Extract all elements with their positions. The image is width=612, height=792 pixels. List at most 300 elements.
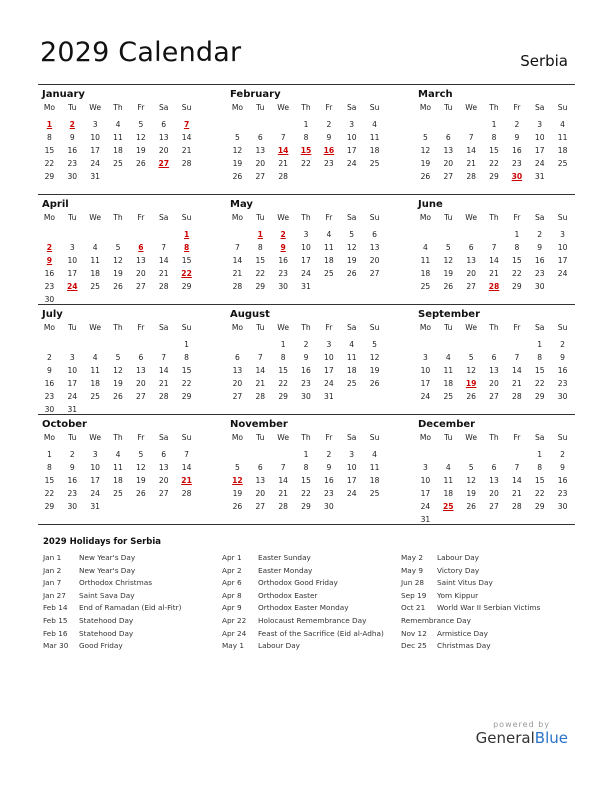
day-cell: 29 bbox=[181, 392, 192, 401]
week-row bbox=[38, 241, 198, 254]
day-cell: 8 bbox=[514, 243, 520, 252]
day-cell: 16 bbox=[512, 146, 522, 155]
day-cell: 4 bbox=[92, 353, 98, 362]
holiday-day-cell: 21 bbox=[181, 476, 192, 485]
weekday-label: Tu bbox=[256, 433, 265, 442]
week-row bbox=[414, 364, 574, 377]
week-row bbox=[414, 280, 574, 293]
weekday-label: Fr bbox=[325, 103, 333, 112]
month-april bbox=[38, 198, 198, 306]
day-cell: 20 bbox=[232, 379, 243, 388]
holiday-name: Easter Sunday bbox=[258, 553, 311, 562]
day-cell: 21 bbox=[158, 379, 169, 388]
day-cell bbox=[152, 500, 175, 513]
day-cell: 2 bbox=[326, 450, 332, 459]
day-cell: 2 bbox=[47, 353, 52, 362]
day-cell: 4 bbox=[423, 243, 428, 252]
day-cell: 25 bbox=[113, 489, 123, 498]
day-cell bbox=[226, 228, 249, 241]
week-row bbox=[414, 144, 574, 157]
month-name: October bbox=[42, 419, 87, 430]
day-cell: 6 bbox=[445, 133, 451, 142]
weekday-label: Tu bbox=[444, 103, 453, 112]
day-cell: 1 bbox=[514, 230, 520, 239]
day-cell: 23 bbox=[324, 489, 334, 498]
month-december bbox=[414, 418, 574, 526]
week-row bbox=[38, 131, 198, 144]
holiday-name: Christmas Day bbox=[437, 641, 491, 651]
weekday-label: Sa bbox=[158, 213, 169, 222]
calendar-row bbox=[38, 194, 575, 304]
weekday-label: We bbox=[277, 213, 290, 222]
day-cell: 11 bbox=[420, 256, 431, 265]
day-cell bbox=[84, 228, 107, 241]
week-row bbox=[38, 351, 198, 364]
brand-name-general: General bbox=[475, 729, 535, 747]
weekday-label: Fr bbox=[325, 213, 333, 222]
weekday-label: Fr bbox=[137, 103, 145, 112]
day-cell: 8 bbox=[184, 353, 189, 362]
day-cell: 8 bbox=[280, 353, 286, 362]
day-cell: 29 bbox=[512, 282, 522, 291]
holiday-name: Saint Sava Day bbox=[79, 590, 135, 600]
day-cell: 15 bbox=[181, 366, 192, 375]
holiday-day-cell: 8 bbox=[183, 243, 190, 252]
page-title: 2029 Calendar bbox=[40, 37, 242, 68]
day-cell: 18 bbox=[369, 146, 380, 155]
day-cell: 12 bbox=[136, 133, 146, 142]
day-cell: 1 bbox=[491, 120, 497, 129]
day-cell: 17 bbox=[420, 489, 431, 498]
month-name: August bbox=[230, 309, 270, 320]
weekday-label: Fr bbox=[137, 433, 145, 442]
day-cell: 8 bbox=[303, 463, 309, 472]
week-row bbox=[38, 448, 198, 461]
day-cell: 21 bbox=[512, 379, 522, 388]
day-cell: 25 bbox=[324, 269, 334, 278]
day-cell: 23 bbox=[67, 489, 78, 498]
weekday-label: Sa bbox=[346, 213, 357, 222]
day-cell bbox=[152, 170, 175, 183]
day-cell: 21 bbox=[278, 159, 288, 168]
day-cell: 14 bbox=[512, 366, 522, 375]
day-cell bbox=[551, 170, 574, 183]
weekday-label: Th bbox=[489, 433, 499, 442]
day-cell: 5 bbox=[372, 340, 377, 349]
weekday-label: Su bbox=[369, 103, 380, 112]
day-cell: 28 bbox=[181, 159, 192, 168]
day-cell: 23 bbox=[557, 379, 568, 388]
weekday-label: Su bbox=[369, 433, 380, 442]
day-cell: 13 bbox=[489, 366, 499, 375]
holiday-day-cell: 16 bbox=[323, 146, 335, 155]
day-cell: 30 bbox=[67, 502, 78, 511]
holiday-day-cell: 25 bbox=[443, 502, 454, 511]
week-row bbox=[38, 377, 198, 390]
day-cell: 19 bbox=[136, 146, 146, 155]
day-cell: 20 bbox=[466, 269, 476, 278]
day-cell: 3 bbox=[69, 243, 75, 252]
day-cell: 19 bbox=[466, 489, 476, 498]
day-cell: 19 bbox=[232, 159, 243, 168]
day-cell: 2 bbox=[537, 230, 543, 239]
day-cell: 23 bbox=[278, 269, 288, 278]
month-august bbox=[226, 308, 386, 403]
month-name: February bbox=[230, 89, 281, 100]
day-cell: 6 bbox=[257, 463, 263, 472]
day-cell: 4 bbox=[326, 230, 332, 239]
holiday-name: Orthodox Easter bbox=[258, 590, 318, 600]
weekday-header bbox=[38, 431, 198, 444]
day-cell: 19 bbox=[113, 269, 123, 278]
day-cell: 24 bbox=[90, 489, 100, 498]
month-name: November bbox=[230, 419, 288, 430]
day-cell: 29 bbox=[534, 502, 545, 511]
holiday-day-cell: 19 bbox=[465, 379, 477, 388]
day-cell: 23 bbox=[67, 159, 78, 168]
day-cell: 22 bbox=[278, 379, 288, 388]
week-row bbox=[38, 390, 198, 403]
day-cell bbox=[317, 170, 340, 183]
week-row bbox=[226, 254, 386, 267]
day-cell: 15 bbox=[181, 256, 192, 265]
day-cell: 5 bbox=[115, 243, 121, 252]
day-cell bbox=[437, 338, 460, 351]
week-row bbox=[38, 280, 198, 293]
day-cell: 4 bbox=[92, 243, 98, 252]
weekday-label: Fr bbox=[325, 323, 333, 332]
day-cell: 16 bbox=[44, 269, 55, 278]
day-cell: 3 bbox=[92, 450, 98, 459]
month-name: July bbox=[42, 309, 63, 320]
day-cell: 26 bbox=[113, 282, 123, 291]
weekday-label: Sa bbox=[346, 103, 357, 112]
weekday-label: Su bbox=[557, 103, 568, 112]
day-cell: 11 bbox=[324, 243, 334, 252]
weekday-label: We bbox=[89, 433, 102, 442]
day-cell: 7 bbox=[235, 243, 240, 252]
week-row bbox=[38, 364, 198, 377]
day-cell bbox=[226, 448, 249, 461]
weekday-header bbox=[414, 431, 574, 444]
day-cell: 29 bbox=[255, 282, 266, 291]
day-cell: 23 bbox=[534, 269, 545, 278]
day-cell bbox=[483, 513, 506, 526]
day-cell: 22 bbox=[534, 489, 545, 498]
day-cell: 18 bbox=[557, 146, 568, 155]
weekday-label: Mo bbox=[43, 213, 56, 222]
day-cell: 18 bbox=[113, 476, 123, 485]
holiday-date: Oct 21 bbox=[401, 603, 426, 613]
month-name: April bbox=[42, 199, 69, 210]
weekday-header bbox=[38, 321, 198, 334]
week-row bbox=[38, 228, 198, 241]
week-row bbox=[414, 228, 574, 241]
day-cell: 12 bbox=[443, 256, 454, 265]
day-cell: 1 bbox=[537, 450, 543, 459]
day-cell: 11 bbox=[443, 476, 454, 485]
day-cell: 12 bbox=[136, 463, 146, 472]
day-cell: 26 bbox=[113, 392, 123, 401]
day-cell bbox=[38, 338, 61, 351]
weekday-label: Mo bbox=[419, 103, 432, 112]
day-cell: 19 bbox=[113, 379, 123, 388]
day-cell: 19 bbox=[136, 476, 146, 485]
day-cell: 12 bbox=[420, 146, 431, 155]
day-cell: 17 bbox=[90, 476, 100, 485]
day-cell: 27 bbox=[158, 489, 169, 498]
day-cell: 15 bbox=[534, 476, 545, 485]
day-cell: 19 bbox=[369, 366, 380, 375]
day-cell: 4 bbox=[115, 120, 121, 129]
day-cell: 13 bbox=[136, 366, 146, 375]
week-row bbox=[414, 351, 574, 364]
weekday-label: Sa bbox=[534, 323, 545, 332]
week-row bbox=[414, 474, 574, 487]
day-cell: 2 bbox=[69, 450, 75, 459]
day-cell: 25 bbox=[346, 379, 357, 388]
day-cell: 20 bbox=[443, 159, 454, 168]
day-cell: 26 bbox=[136, 159, 146, 168]
holiday-day-cell: 1 bbox=[46, 120, 53, 129]
day-cell: 29 bbox=[489, 172, 499, 181]
day-cell: 5 bbox=[138, 120, 144, 129]
day-cell: 27 bbox=[136, 282, 146, 291]
day-cell: 27 bbox=[136, 392, 146, 401]
day-cell: 29 bbox=[44, 502, 55, 511]
holiday-name: Armistice Day bbox=[437, 628, 488, 638]
day-cell: 24 bbox=[534, 159, 545, 168]
weekday-label: Th bbox=[113, 103, 123, 112]
day-cell bbox=[460, 448, 483, 461]
day-cell bbox=[363, 280, 386, 293]
month-name: September bbox=[418, 309, 480, 320]
weekday-label: Mo bbox=[419, 323, 432, 332]
day-cell: 21 bbox=[466, 159, 476, 168]
day-cell: 16 bbox=[67, 146, 78, 155]
weekday-label: Mo bbox=[231, 433, 244, 442]
day-cell: 8 bbox=[491, 133, 497, 142]
day-cell: 22 bbox=[181, 379, 192, 388]
week-row bbox=[226, 351, 386, 364]
day-cell: 16 bbox=[557, 366, 568, 375]
day-cell bbox=[249, 118, 272, 131]
day-cell bbox=[107, 170, 130, 183]
day-cell: 11 bbox=[113, 463, 123, 472]
day-cell: 16 bbox=[301, 366, 311, 375]
week-row bbox=[38, 157, 198, 170]
day-cell: 28 bbox=[255, 392, 266, 401]
weekday-label: Fr bbox=[137, 213, 145, 222]
month-july bbox=[38, 308, 198, 416]
day-cell bbox=[437, 448, 460, 461]
weekday-label: Mo bbox=[43, 103, 56, 112]
day-cell: 2 bbox=[560, 450, 565, 459]
day-cell: 11 bbox=[557, 133, 568, 142]
weekday-label: Tu bbox=[444, 323, 453, 332]
day-cell: 13 bbox=[255, 476, 266, 485]
holiday-name: World War II Serbian Victims bbox=[437, 603, 541, 613]
day-cell bbox=[84, 338, 107, 351]
weekday-label: Sa bbox=[534, 433, 545, 442]
day-cell: 7 bbox=[514, 463, 520, 472]
day-cell: 15 bbox=[278, 366, 288, 375]
day-cell: 24 bbox=[346, 489, 357, 498]
week-row bbox=[414, 241, 574, 254]
weekday-label: Th bbox=[301, 323, 311, 332]
holiday-name: Statehood Day bbox=[79, 615, 134, 625]
week-row bbox=[414, 513, 574, 526]
day-cell: 5 bbox=[138, 450, 144, 459]
day-cell: 22 bbox=[44, 489, 55, 498]
week-row bbox=[414, 254, 574, 267]
day-cell: 7 bbox=[468, 133, 474, 142]
day-cell bbox=[152, 338, 175, 351]
week-row bbox=[38, 118, 198, 131]
weekday-label: Su bbox=[181, 213, 192, 222]
weekday-label: We bbox=[465, 213, 478, 222]
day-cell: 27 bbox=[232, 392, 243, 401]
day-cell: 10 bbox=[67, 366, 78, 375]
week-row bbox=[38, 474, 198, 487]
day-cell: 10 bbox=[90, 463, 100, 472]
powered-by-text: powered by bbox=[493, 720, 550, 729]
holiday-day-cell: 22 bbox=[181, 269, 192, 278]
day-cell: 20 bbox=[158, 476, 169, 485]
day-cell: 8 bbox=[303, 133, 309, 142]
weekday-header bbox=[226, 431, 386, 444]
month-march bbox=[414, 88, 574, 183]
day-cell: 29 bbox=[181, 282, 192, 291]
day-cell: 3 bbox=[423, 463, 428, 472]
day-cell: 13 bbox=[232, 366, 243, 375]
day-cell: 2 bbox=[303, 340, 309, 349]
day-cell: 4 bbox=[445, 463, 451, 472]
week-row bbox=[38, 254, 198, 267]
weekday-header bbox=[414, 101, 574, 114]
day-cell: 18 bbox=[420, 269, 431, 278]
holidays-title: 2029 Holidays for Serbia bbox=[43, 537, 162, 547]
weekday-label: Fr bbox=[325, 433, 333, 442]
week-row bbox=[226, 377, 386, 390]
day-cell: 29 bbox=[278, 392, 288, 401]
day-cell: 13 bbox=[369, 243, 380, 252]
weekday-label: Th bbox=[489, 213, 499, 222]
day-cell: 31 bbox=[420, 515, 431, 524]
day-cell: 14 bbox=[181, 463, 192, 472]
week-row bbox=[226, 487, 386, 500]
holiday-name: Orthodox Easter Monday bbox=[258, 603, 349, 613]
day-cell: 12 bbox=[466, 476, 476, 485]
holiday-date: May 2 bbox=[401, 553, 424, 562]
day-cell: 15 bbox=[44, 146, 55, 155]
day-cell: 30 bbox=[44, 405, 55, 414]
day-cell: 29 bbox=[301, 502, 311, 511]
holiday-name: Feast of the Sacrifice (Eid al-Adha) bbox=[258, 628, 384, 638]
day-cell: 10 bbox=[324, 353, 334, 362]
day-cell: 13 bbox=[158, 463, 169, 472]
day-cell: 3 bbox=[69, 353, 75, 362]
day-cell: 31 bbox=[534, 172, 545, 181]
holiday-name: Labour Day bbox=[258, 641, 300, 651]
weekday-label: Th bbox=[113, 433, 123, 442]
day-cell: 4 bbox=[115, 450, 121, 459]
holiday-date: Mar 30 bbox=[43, 641, 69, 651]
day-cell: 4 bbox=[372, 450, 377, 459]
day-cell: 10 bbox=[90, 133, 100, 142]
day-cell: 23 bbox=[324, 159, 334, 168]
day-cell bbox=[226, 118, 249, 131]
weekday-label: We bbox=[89, 103, 102, 112]
day-cell: 28 bbox=[278, 502, 288, 511]
day-cell: 6 bbox=[235, 353, 240, 362]
day-cell: 12 bbox=[113, 366, 123, 375]
week-row bbox=[38, 500, 198, 513]
week-row bbox=[38, 487, 198, 500]
day-cell: 6 bbox=[161, 450, 167, 459]
day-cell: 28 bbox=[158, 392, 169, 401]
day-cell: 27 bbox=[369, 269, 380, 278]
day-cell: 10 bbox=[346, 133, 357, 142]
weekday-header bbox=[226, 211, 386, 224]
weekday-label: Tu bbox=[444, 213, 453, 222]
holiday-day-cell: 2 bbox=[69, 120, 75, 129]
day-cell bbox=[483, 448, 506, 461]
week-row bbox=[414, 118, 574, 131]
week-row bbox=[226, 118, 386, 131]
weekday-label: Fr bbox=[513, 323, 521, 332]
holiday-name: Good Friday bbox=[79, 641, 123, 651]
week-row bbox=[414, 390, 574, 403]
day-cell: 12 bbox=[113, 256, 123, 265]
day-cell: 24 bbox=[90, 159, 100, 168]
week-row bbox=[226, 338, 386, 351]
day-cell: 12 bbox=[466, 366, 476, 375]
weekday-label: Fr bbox=[513, 103, 521, 112]
holiday-name: Saint Vitus Day bbox=[437, 578, 493, 588]
day-cell: 10 bbox=[346, 463, 357, 472]
weekday-label: We bbox=[277, 433, 290, 442]
day-cell: 5 bbox=[349, 230, 355, 239]
day-cell: 6 bbox=[491, 353, 497, 362]
week-row bbox=[226, 157, 386, 170]
day-cell: 5 bbox=[445, 243, 451, 252]
day-cell: 3 bbox=[92, 120, 98, 129]
weekday-label: Th bbox=[301, 433, 311, 442]
holiday-date: Apr 1 bbox=[222, 553, 242, 562]
weekday-label: Fr bbox=[513, 213, 521, 222]
day-cell: 15 bbox=[255, 256, 266, 265]
day-cell: 23 bbox=[557, 489, 568, 498]
day-cell: 15 bbox=[44, 476, 55, 485]
day-cell: 24 bbox=[324, 379, 334, 388]
day-cell bbox=[414, 118, 437, 131]
day-cell bbox=[363, 170, 386, 183]
day-cell: 22 bbox=[44, 159, 55, 168]
holiday-date: Apr 6 bbox=[222, 578, 242, 588]
weekday-label: We bbox=[465, 323, 478, 332]
weekday-header bbox=[414, 211, 574, 224]
day-cell bbox=[107, 228, 130, 241]
day-cell: 22 bbox=[301, 489, 311, 498]
day-cell: 8 bbox=[257, 243, 263, 252]
day-cell: 31 bbox=[301, 282, 311, 291]
day-cell: 26 bbox=[346, 269, 357, 278]
week-row bbox=[226, 280, 386, 293]
day-cell bbox=[460, 513, 483, 526]
holiday-date: Dec 25 bbox=[401, 641, 427, 651]
weekday-label: We bbox=[277, 323, 290, 332]
